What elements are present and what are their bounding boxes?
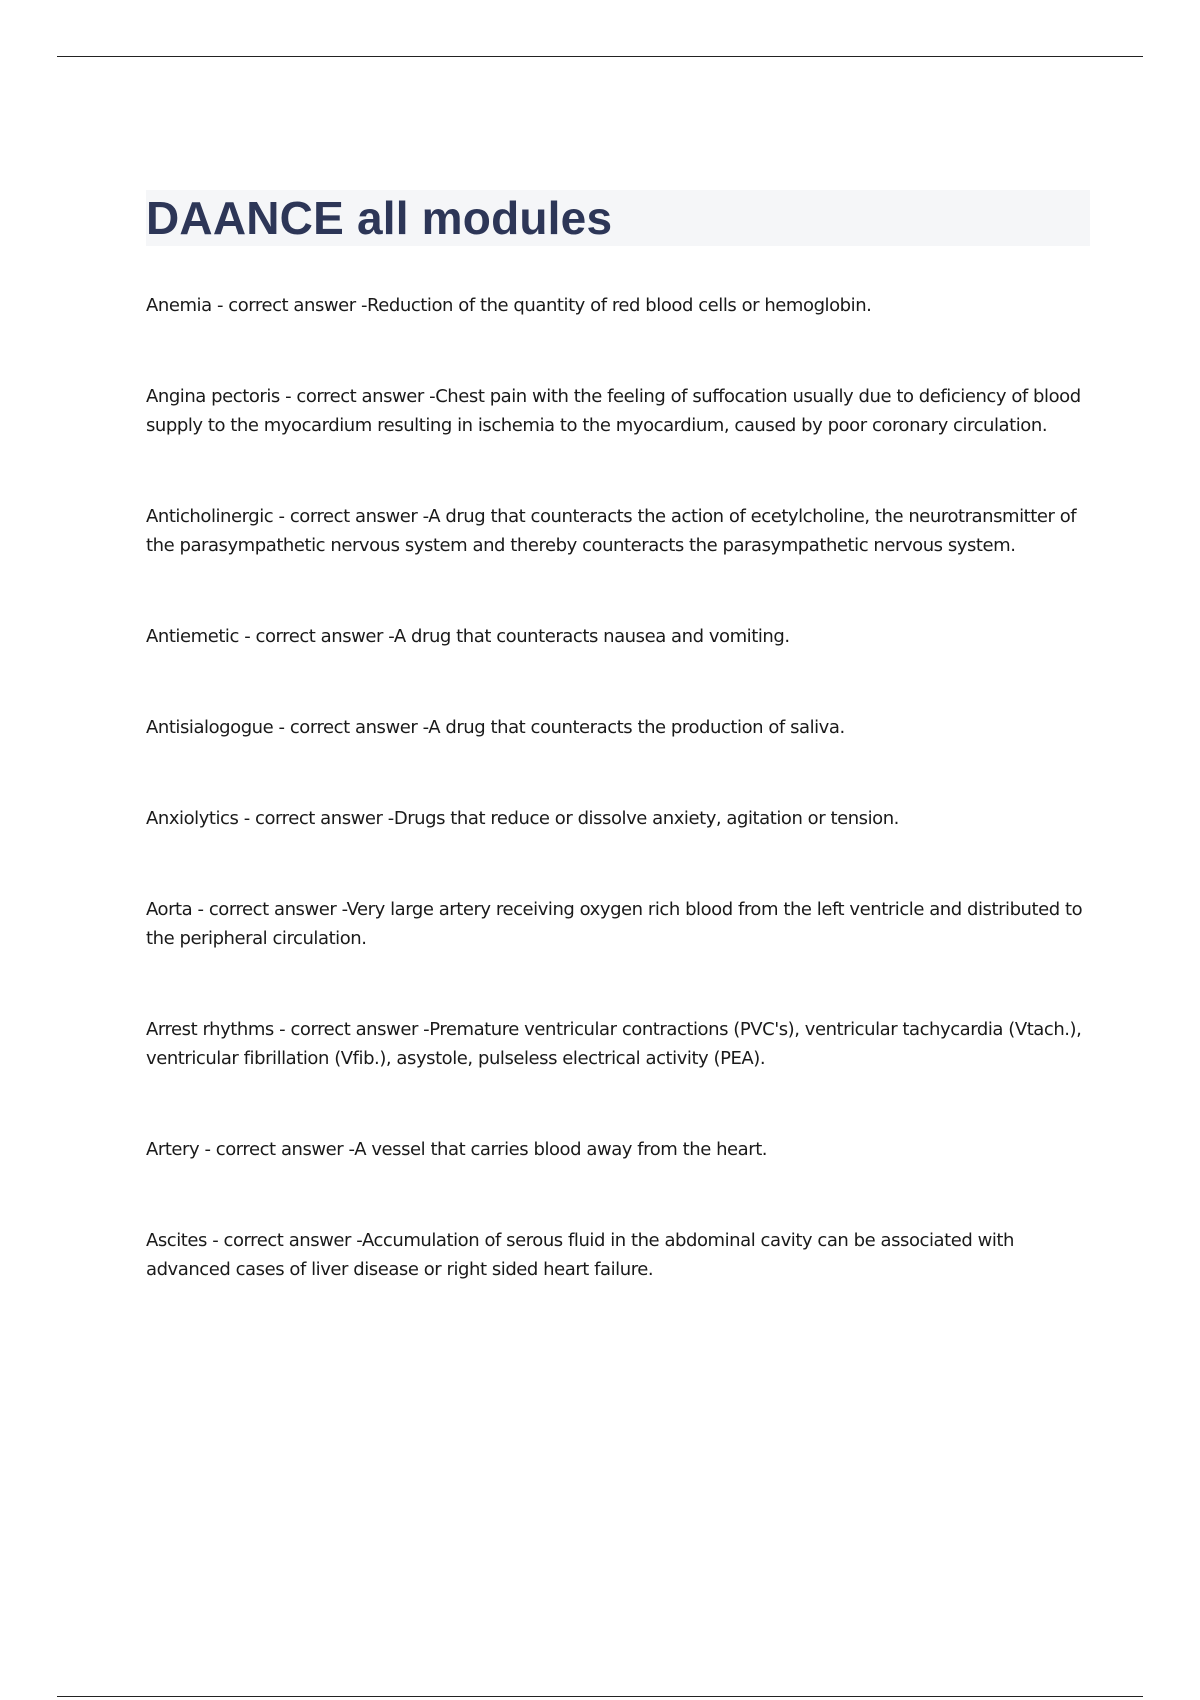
- entry-definition: Drugs that reduce or dissolve anxiety, agitation or tension.: [393, 808, 899, 829]
- entry-term: Angina pectoris: [146, 386, 280, 407]
- entry-separator: - correct answer -: [238, 808, 394, 829]
- entry-term: Aorta: [146, 899, 193, 920]
- entry-definition: Reduction of the quantity of red blood cells or hemoglobin.: [367, 295, 872, 316]
- glossary-entry: [146, 713, 1090, 742]
- entry-separator: - correct answer -: [273, 1019, 430, 1040]
- entry-definition: Accumulation of serous fluid in the abdominal cavity can be associated with advanced cases of liver disease or right sided heart failure.: [146, 1230, 1014, 1280]
- glossary-entry: [146, 291, 1090, 320]
- glossary-entry: [146, 804, 1090, 833]
- entry-separator: - correct answer -: [238, 626, 394, 647]
- entry-separator: - correct answer -: [273, 717, 429, 738]
- entry-definition: A drug that counteracts nausea and vomiting.: [393, 626, 790, 647]
- entry-definition: A vessel that carries blood away from the heart.: [354, 1139, 768, 1160]
- entry-separator: - correct answer -: [192, 899, 347, 920]
- entry-separator: - correct answer -: [206, 1230, 362, 1251]
- entry-separator: - correct answer -: [273, 506, 429, 527]
- top-rule: [57, 56, 1143, 57]
- entry-term: Artery: [146, 1139, 200, 1160]
- glossary-entry: [146, 622, 1090, 651]
- glossary-entry: [146, 382, 1090, 440]
- glossary-entry: [146, 1015, 1090, 1073]
- entry-definition: A drug that counteracts the action of ecetylcholine, the neurotransmitter of the parasympathetic nervous system and thereby counteracts the parasympathetic nervous system.: [146, 506, 1077, 556]
- glossary-entry: [146, 895, 1090, 953]
- title-band: [146, 190, 1090, 246]
- entry-definition: A drug that counteracts the production of saliva.: [428, 717, 845, 738]
- entry-definition: Chest pain with the feeling of suffocation usually due to deficiency of blood supply to the myocardium resulting in ischemia to the myocardium, caused by poor coronary circulation.: [146, 386, 1081, 436]
- glossary-list: [146, 291, 1090, 1284]
- entry-definition: Premature ventricular contractions (PVC's), ventricular tachycardia (Vtach.), ventricular fibrillation (Vfib.), asystole, pulseless electrical activity (PEA).: [146, 1019, 1082, 1069]
- entry-term: Ascites: [146, 1230, 207, 1251]
- document-body: [146, 190, 1090, 1346]
- entry-term: Anticholinergic: [146, 506, 274, 527]
- glossary-entry: [146, 1226, 1090, 1284]
- entry-separator: - correct answer -: [211, 295, 368, 316]
- entry-term: Anemia: [146, 295, 212, 316]
- entry-term: Anxiolytics: [146, 808, 239, 829]
- page-title: DAANCE all modules: [146, 192, 613, 244]
- bottom-rule: [57, 1696, 1143, 1697]
- entry-definition: Very large artery receiving oxygen rich blood from the left ventricle and distributed to the peripheral circulation.: [146, 899, 1083, 949]
- entry-term: Antiemetic: [146, 626, 239, 647]
- entry-term: Antisialogogue: [146, 717, 274, 738]
- entry-separator: - correct answer -: [279, 386, 436, 407]
- entry-term: Arrest rhythms: [146, 1019, 274, 1040]
- entry-separator: - correct answer -: [199, 1139, 355, 1160]
- glossary-entry: [146, 502, 1090, 560]
- glossary-entry: [146, 1135, 1090, 1164]
